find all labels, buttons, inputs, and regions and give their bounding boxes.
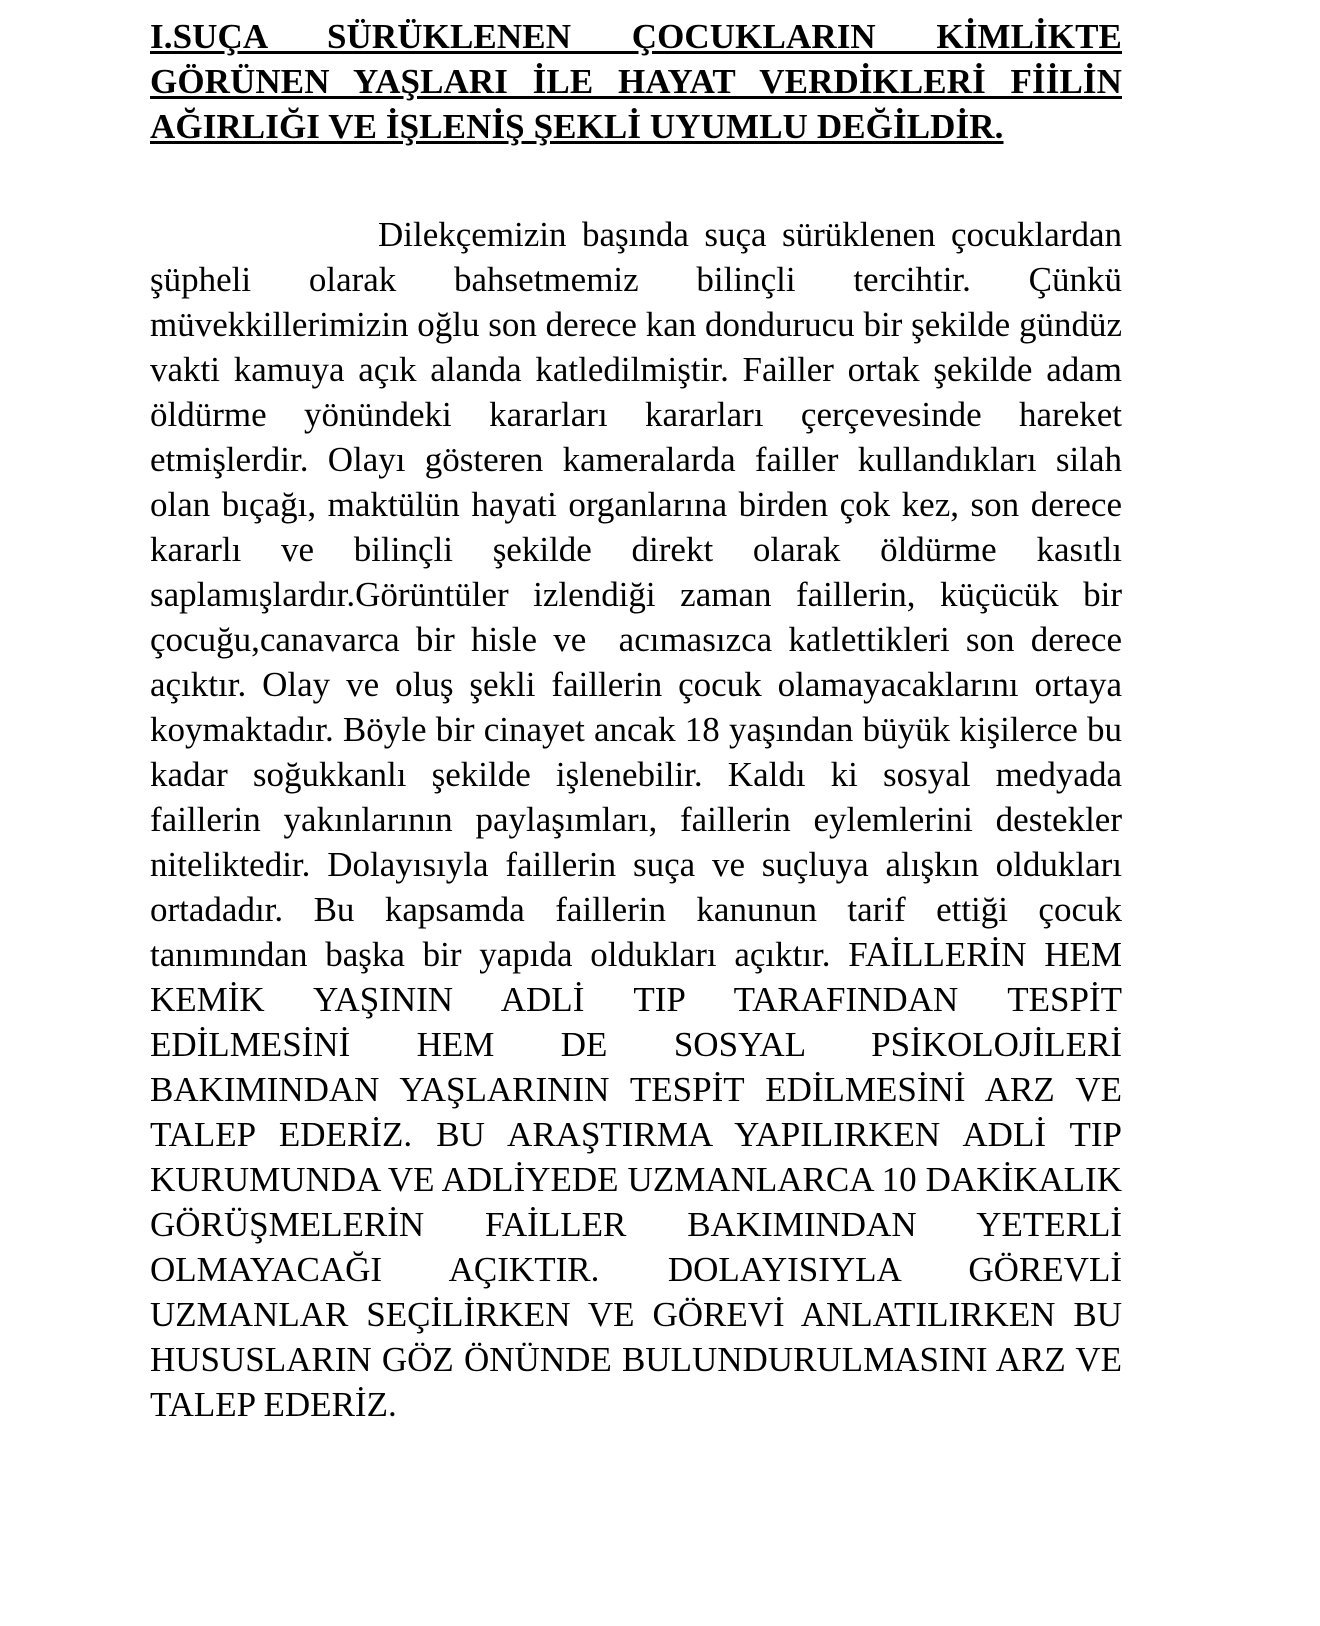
paragraph-lowercase-run: Dilekçemizin başında suça sürüklenen çocuklardan şüpheli olarak bahsetmemiz bilinçli tercihtir. Çünkü müvekkillerimizin oğlu son derece kan dondurucu bir şekilde gündüz vakti kamuya açık alanda katledilmiştir. Failler ortak şekilde adam öldürme yönündeki kararları kararları çerçevesinde hareket etmişlerdir. Olayı gösteren kameralarda failler kullandıkları silah olan bıçağı, maktülün hayati organlarına birden çok kez, son derece kararlı ve bilinçli şekilde direkt olarak öldürme kasıtlı saplamışlardır.Görüntüler izlendiği zaman faillerin, küçücük bir çocuğu,canavarca bir hisle ve acımasızca katlettikleri son derece açıktır. Olay ve oluş şekli faillerin çocuk olamayacaklarını ortaya koymaktadır. Böyle bir cinayet ancak 18 yaşından büyük kişilerce bu kadar soğukkanlı şekilde işlenebilir. Kaldı ki sosyal medyada faillerin yakınlarının paylaşımları, faillerin eylemlerini destekler niteliktedir. Dolayısıyla faillerin suça ve suçluya alışkın oldukları ortadadır. Bu kapsamda faillerin kanunun tarif ettiği çocuk tanımından başka bir yapıda oldukları açıktır. [150, 215, 1131, 974]
heading-body-spacer [150, 149, 1122, 212]
body-paragraph [150, 212, 1131, 1427]
page-title-text: I.SUÇA SÜRÜKLENEN ÇOCUKLARIN KİMLİKTE GÖRÜNEN YAŞLARI İLE HAYAT VERDİKLERİ FİİLİN AĞIRLIĞI VE İŞLENİŞ ŞEKLİ UYUMLU DEĞİLDİR. [150, 17, 1122, 146]
paragraph-uppercase-run: FAİLLERİN HEM KEMİK YAŞININ ADLİ TIP TARAFINDAN TESPİT EDİLMESİNİ HEM DE SOSYAL PSİKOLOJİLERİ BAKIMINDAN YAŞLARININ TESPİT EDİLMESİNİ ARZ VE TALEP EDERİZ. BU ARAŞTIRMA YAPILIRKEN ADLİ TIP KURUMUNDA VE ADLİYEDE UZMANLARCA 10 DAKİKALIK GÖRÜŞMELERİN FAİLLER BAKIMINDAN YETERLİ OLMAYACAĞI AÇIKTIR. DOLAYISIYLA GÖREVLİ UZMANLAR SEÇİLİRKEN VE GÖREVİ ANLATILIRKEN BU HUSUSLARIN GÖZ ÖNÜNDE BULUNDURULMASINI ARZ VE TALEP EDERİZ. [150, 935, 1131, 1424]
document-content [150, 14, 1131, 1427]
page-title [150, 14, 1122, 149]
